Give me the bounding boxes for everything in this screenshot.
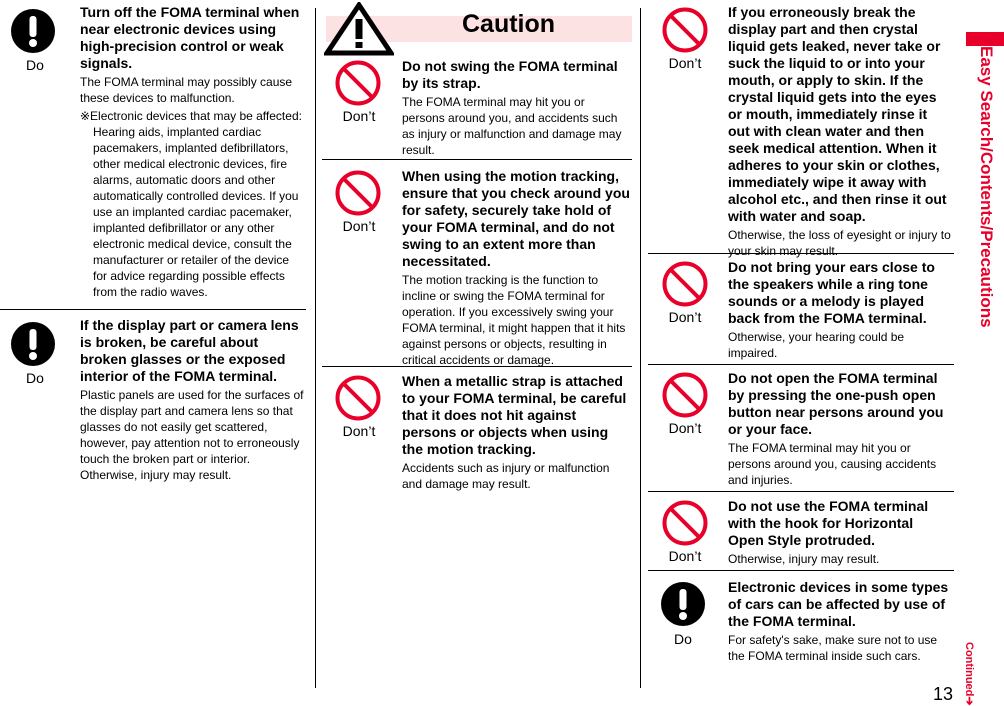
dont-label: Don’t: [342, 423, 376, 439]
caution-header: [322, 0, 632, 52]
precaution-heading: Do not bring your ears close to the speakers while a ring tone sounds or a melody is played back from the FOMA terminal.: [728, 259, 935, 326]
dont-label: Don’t: [342, 218, 376, 234]
column-2: [322, 0, 632, 492]
precaution-heading: Turn off the FOMA terminal when near electronic devices using high-precision control or weak signals.: [80, 4, 300, 71]
do-label: Do: [674, 631, 692, 647]
precaution-heading: Do not swing the FOMA terminal by its strap.: [402, 58, 618, 91]
prohibited-icon: [662, 500, 708, 546]
precaution-heading: Do not use the FOMA terminal with the hook for Horizontal Open Style protruded.: [728, 498, 929, 548]
prohibited-icon: [335, 60, 381, 106]
column-3: [648, 0, 954, 664]
precaution-item: [322, 367, 632, 492]
precaution-item: [322, 160, 632, 367]
precaution-item: [322, 52, 632, 160]
precaution-item: [648, 365, 954, 492]
precaution-item: [648, 0, 954, 258]
precaution-body: The FOMA terminal may hit you or persons around you, causing accidents and injuries.: [728, 441, 937, 487]
precaution-body: The FOMA terminal may hit you or persons around you, and accidents such as injury or malfunction and damage may result.: [402, 95, 622, 157]
continued-marker: Continued➔: [963, 642, 975, 706]
precaution-heading: When using the motion tracking, ensure that you check around you for safety, securely take hold of your FOMA terminal, and do not swing to an extent more than necessitated.: [402, 168, 630, 269]
dont-label: Don’t: [668, 55, 702, 71]
dont-label: Don’t: [668, 548, 702, 564]
prohibited-icon: [335, 375, 381, 421]
mandatory-icon: [660, 581, 706, 627]
column-divider: [640, 8, 641, 688]
section-title: Easy Search/Contents/Precautions: [977, 46, 996, 328]
caution-title: Caution: [462, 9, 556, 38]
precaution-body: The motion tracking is the function to incline or swing the FOMA terminal for operation. If you excessively swing your FOMA terminal, it might happen that it hits against persons or objects, resulting in critical accidents or damage.: [402, 273, 626, 367]
warning-triangle-icon: [324, 2, 394, 56]
precaution-body: Accidents such as injury or malfunction and damage may result.: [402, 461, 610, 491]
dont-label: Don’t: [668, 309, 702, 325]
precaution-body: Plastic panels are used for the surfaces of the display part and camera lens so that glasses do not easily get scattered, however, pay attention not to erroneously touch the broken part or interior. Otherwise, injury may result.: [80, 388, 304, 482]
precaution-item: [648, 254, 954, 365]
precaution-note: ※Electronic devices that may be affected: Hearing aids, implanted cardiac pacemakers, implanted defibrillators, other medical electronic devices, fire alarms, automatic doors and other automatically controlled devices. If you use an implanted cardiac pacemaker, implanted defibrillator or any other electronic medical device, consult the manufacturer or retailer of the device for advice regarding possible effects from the radio waves.: [80, 109, 302, 299]
precaution-heading: If you erroneously break the display part and then crystal liquid gets leaked, never take or suck the liquid to or into your mouth, or apply to skin. If the crystal liquid gets into the eyes or mouth, immediately rinse it out with clean water and then seek medical attention. When it adheres to your skin or clothes, immediately wipe it away with alcohol etc., and then rinse it out with water and soap.: [728, 4, 947, 224]
prohibited-icon: [662, 7, 708, 53]
precaution-heading: Electronic devices in some types of cars can be affected by use of the FOMA terminal.: [728, 579, 949, 629]
prohibited-icon: [662, 261, 708, 307]
do-label: Do: [26, 57, 44, 73]
precaution-heading: When a metallic strap is attached to your FOMA terminal, be careful that it does not hit against persons or objects when using the motion tracking.: [402, 373, 627, 457]
precaution-body: Otherwise, the loss of eyesight or injury to your skin may result.: [728, 228, 951, 258]
column-1: [0, 0, 306, 483]
precaution-body: Otherwise, your hearing could be impaired.: [728, 330, 905, 360]
precaution-heading: If the display part or camera lens is broken, be careful about broken glasses or the exposed interior of the FOMA terminal.: [80, 317, 299, 384]
do-label: Do: [26, 370, 44, 386]
mandatory-icon: [10, 321, 56, 367]
prohibited-icon: [335, 170, 381, 216]
precaution-body: Otherwise, injury may result.: [728, 552, 880, 566]
dont-label: Don’t: [668, 420, 702, 436]
mandatory-icon: [10, 8, 56, 54]
section-tab-marker: [966, 32, 1004, 46]
prohibited-icon: [662, 372, 708, 418]
precaution-item: [0, 0, 306, 310]
precaution-body: The FOMA terminal may possibly cause these devices to malfunction.: [80, 75, 293, 105]
column-divider: [315, 8, 316, 688]
precaution-item: [648, 571, 954, 664]
precaution-item: [648, 492, 954, 571]
precaution-heading: Do not open the FOMA terminal by pressing the one-push open button near persons around you or your face.: [728, 370, 944, 437]
page-number: 13: [933, 684, 954, 704]
precaution-item: [0, 310, 306, 483]
precaution-body: For safety's sake, make sure not to use the FOMA terminal inside such cars.: [728, 633, 938, 663]
dont-label: Don’t: [342, 108, 376, 124]
